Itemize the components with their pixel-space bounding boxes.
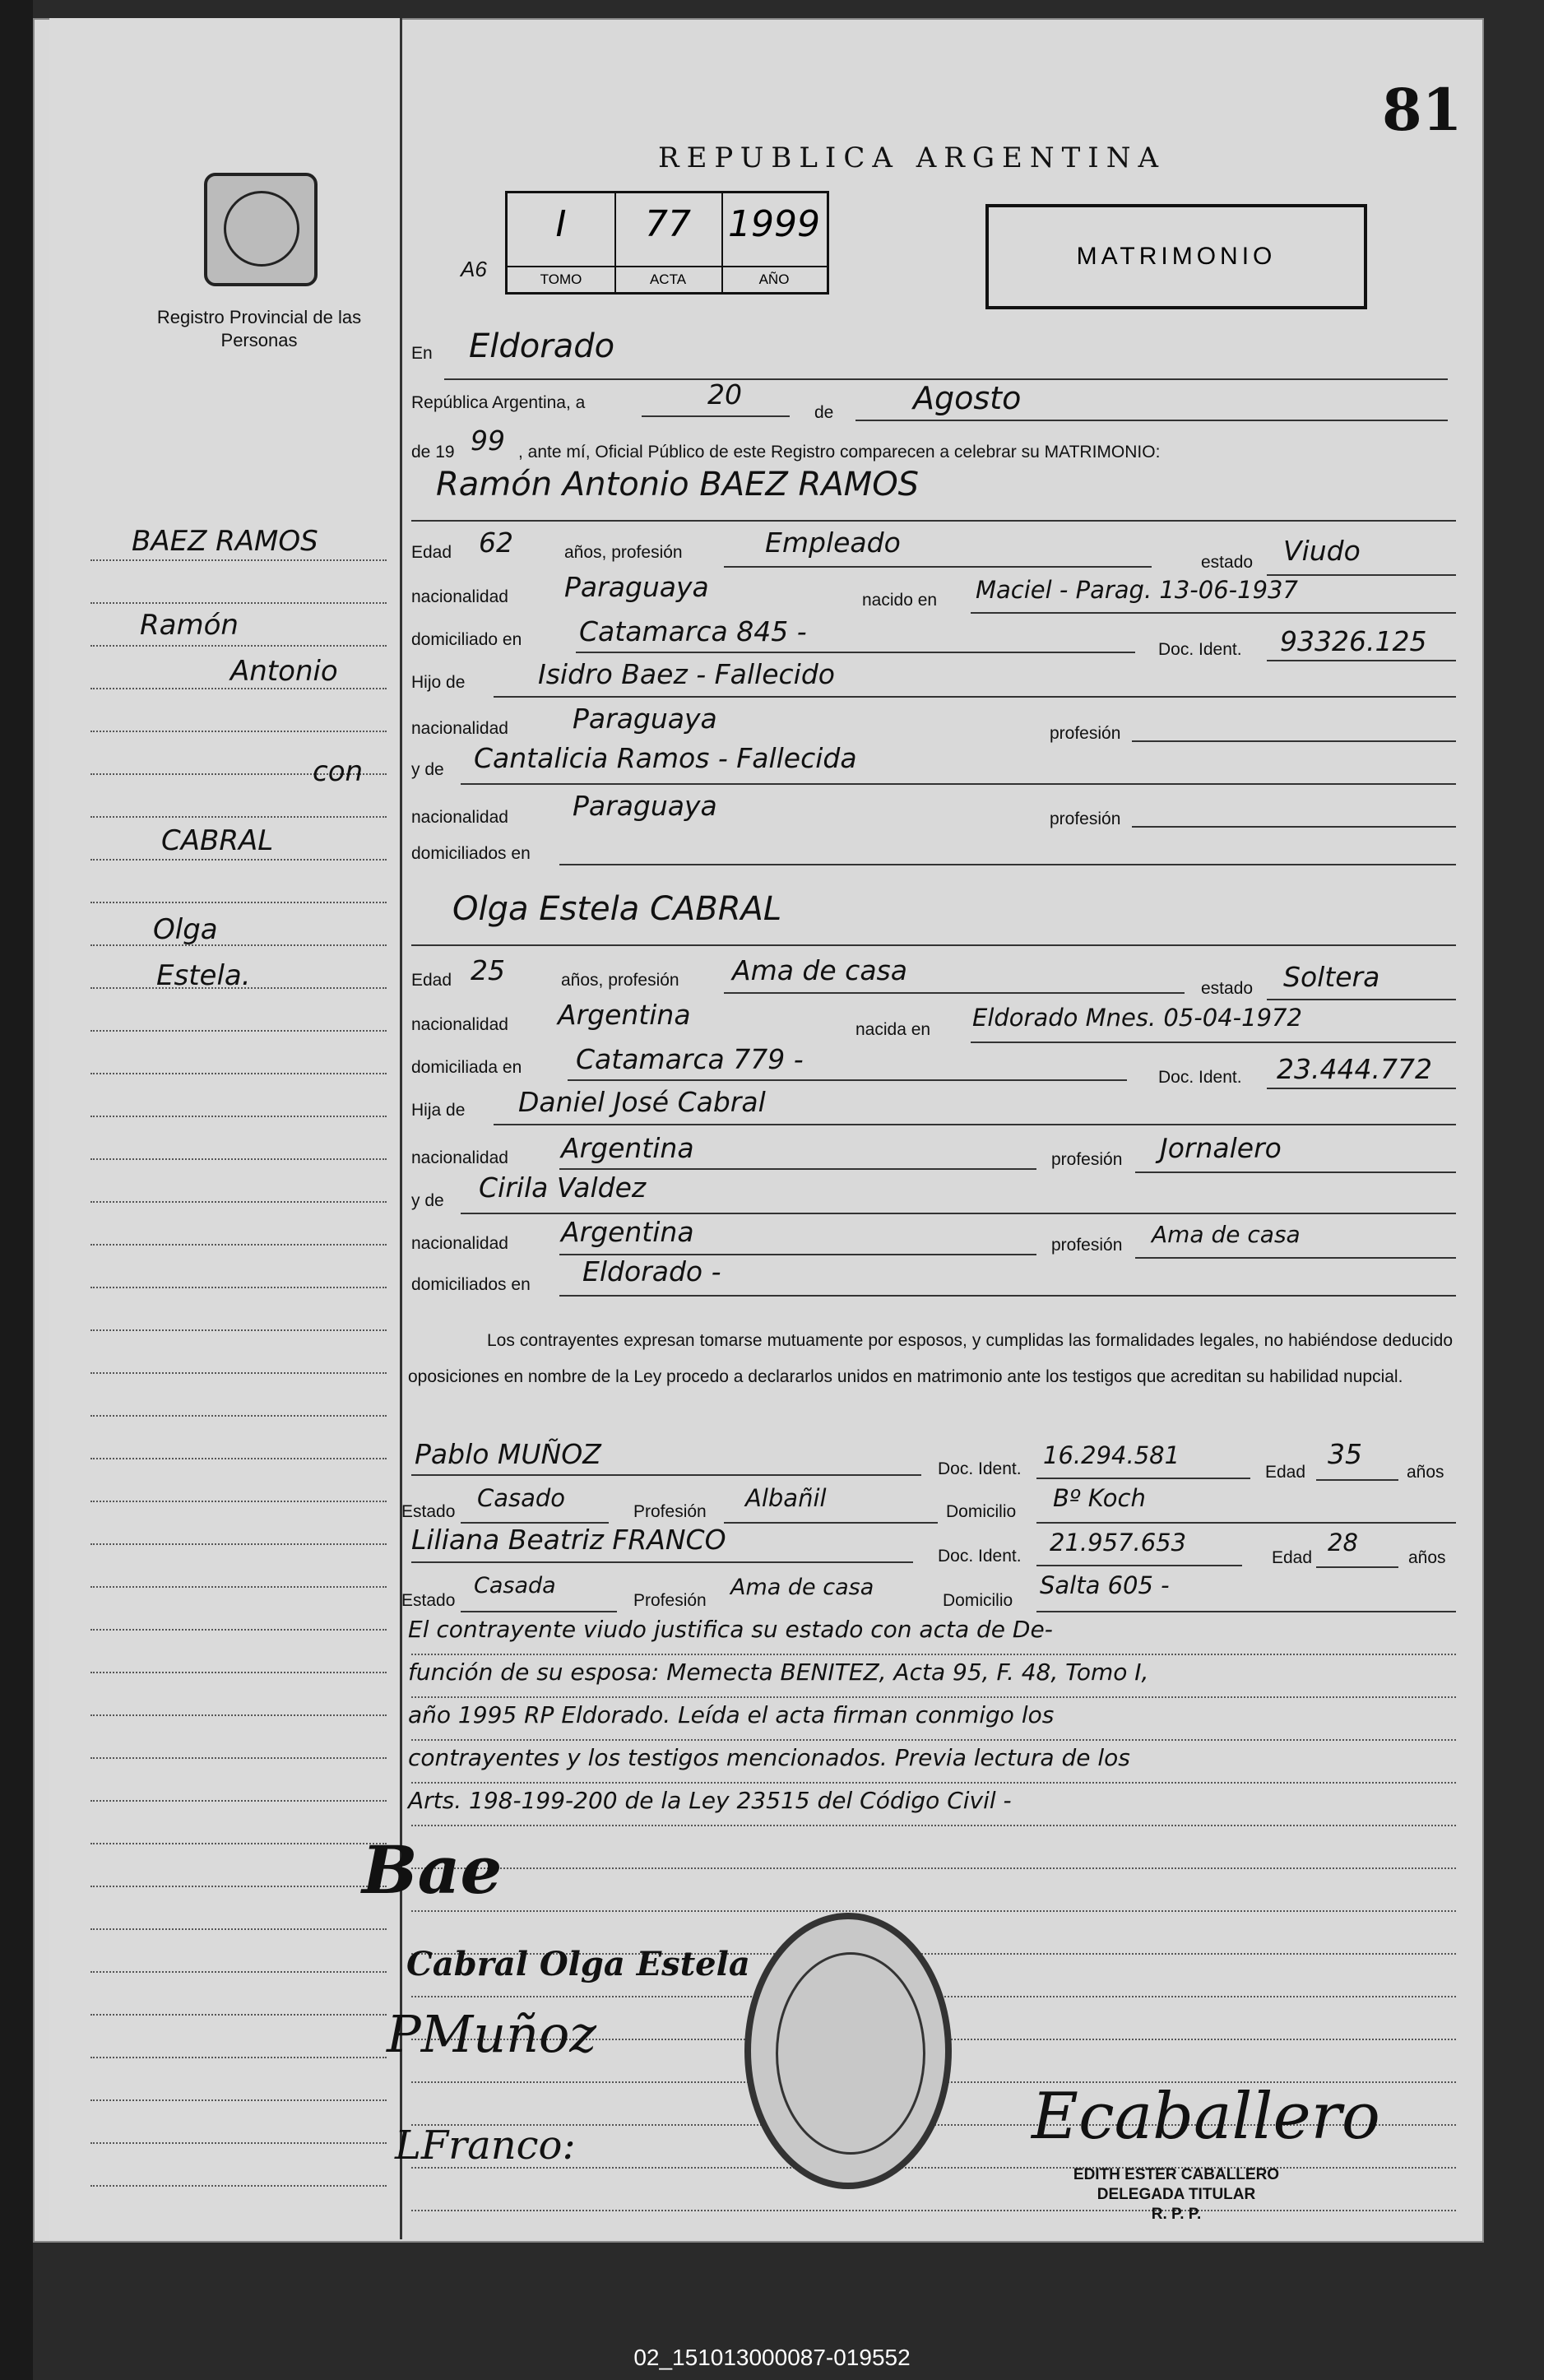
- margin-rule: [90, 559, 387, 561]
- bride-mother-nationality: Argentina: [561, 1216, 694, 1248]
- margin-rule: [90, 2057, 387, 2058]
- witness1-dom-label: Domicilio: [946, 1502, 1017, 1521]
- margin-groom-surname: BAEZ RAMOS: [132, 525, 318, 558]
- margin-rule: [90, 1757, 387, 1759]
- margin-rule: [90, 1073, 387, 1074]
- margin-groom-given-2: Antonio: [230, 655, 338, 688]
- witness2-dom-label: Domicilio: [943, 1591, 1013, 1610]
- margin-rule: [90, 1886, 387, 1887]
- groom-estado-label: estado: [1201, 553, 1254, 572]
- margin-rule: [90, 1287, 387, 1288]
- observation-rule: [411, 1739, 1456, 1741]
- tomo-label: TOMO: [508, 266, 614, 292]
- margin-rule: [90, 1928, 387, 1930]
- witness2-estado-label: Estado: [401, 1591, 456, 1610]
- margin-rule: [90, 1415, 387, 1417]
- margin-rule: [90, 1201, 387, 1203]
- groom-doc-label: Doc. Ident.: [1158, 640, 1242, 659]
- witness2-profession: Ama de casa: [730, 1575, 874, 1600]
- witness1-name: Pablo MUÑOZ: [415, 1438, 601, 1470]
- bride-nationality: Argentina: [558, 999, 691, 1031]
- ano-cell: [721, 193, 827, 292]
- groom-age: 62: [479, 527, 513, 559]
- bride-status: Soltera: [1283, 961, 1380, 993]
- witness2-status: Casada: [474, 1573, 556, 1598]
- witness2-anos-label: años: [1408, 1548, 1446, 1567]
- day-value: 20: [707, 378, 742, 411]
- provincial-seal: [204, 173, 318, 286]
- groom-father-nationality: Paraguaya: [573, 703, 717, 735]
- bride-father-nat-label: nacionalidad: [411, 1148, 508, 1167]
- bride-profession: Ama de casa: [732, 954, 907, 986]
- observation-line: El contrayente viudo justifica su estado con acta de De-: [408, 1616, 1053, 1643]
- acta-label: ACTA: [614, 266, 721, 292]
- margin-rule: [90, 731, 387, 732]
- bride-mother-prof-label: profesión: [1051, 1236, 1123, 1255]
- margin-rule: [90, 1629, 387, 1631]
- country-title: REPUBLICA ARGENTINA: [658, 142, 1166, 174]
- margin-rule: [90, 1372, 387, 1374]
- margin-rule: [90, 1971, 387, 1973]
- observation-rule: [411, 1825, 1456, 1826]
- republic-label: República Argentina, a: [411, 393, 586, 412]
- bride-edad-label: Edad: [411, 971, 452, 990]
- legal-text: Los contrayentes expresan tomarse mutuamente por esposos, y cumplidas las formalidades legales, no habiéndose deducido oposiciones en nombre de la Ley procedo a declararlos unidos en matrimonio ante los testigos que acreditan su habilidad nupcial.: [408, 1331, 1453, 1386]
- ano-label: AÑO: [721, 266, 827, 292]
- groom-yde-label: y de: [411, 760, 444, 779]
- acta-value: 77: [645, 203, 691, 245]
- registry-box: [505, 191, 829, 295]
- margin-rule: [90, 1843, 387, 1844]
- witness1-doc: 16.294.581: [1043, 1441, 1180, 1469]
- bride-doc: 23.444.772: [1277, 1053, 1432, 1085]
- observation-rule: [411, 1654, 1456, 1655]
- acta-cell: [614, 193, 723, 292]
- bride-estado-label: estado: [1201, 979, 1254, 998]
- witness1-edad-label: Edad: [1265, 1463, 1306, 1482]
- bride-parents-address: Eldorado -: [582, 1255, 721, 1287]
- witness1-status: Casado: [477, 1484, 566, 1512]
- witness1-address: Bº Koch: [1053, 1484, 1146, 1512]
- year-suffix: 99: [471, 425, 505, 457]
- groom-mother-nationality: Paraguaya: [573, 790, 717, 822]
- witness1-anos-label: años: [1407, 1463, 1444, 1482]
- official-office: R. P. P.: [1151, 2206, 1202, 2223]
- bride-profesion-label: años, profesión: [561, 971, 679, 990]
- margin-rule: [90, 1586, 387, 1588]
- observation-rule: [411, 1867, 1456, 1869]
- bride-father: Daniel José Cabral: [518, 1086, 766, 1118]
- groom-nacido-label: nacido en: [862, 591, 938, 610]
- groom-profesion-label: años, profesión: [564, 543, 683, 562]
- witness2-doc: 21.957.653: [1050, 1529, 1187, 1557]
- bride-birthplace: Eldorado Mnes. 05-04-1972: [972, 1004, 1302, 1032]
- groom-mother-prof-label: profesión: [1050, 810, 1121, 828]
- observation-rule: [411, 1910, 1456, 1912]
- document-type: MATRIMONIO: [985, 204, 1367, 309]
- bride-yde-label: y de: [411, 1191, 444, 1210]
- groom-birthplace: Maciel - Parag. 13-06-1937: [976, 576, 1298, 604]
- groom-status: Viudo: [1283, 535, 1361, 567]
- bride-age: 25: [471, 954, 505, 986]
- ano-value: 1999: [728, 203, 820, 245]
- groom-domiciliados-label: domiciliados en: [411, 844, 531, 863]
- margin-rule: [90, 1458, 387, 1459]
- margin-rule: [90, 1543, 387, 1545]
- organization-name: Registro Provincial de las Personas: [156, 307, 362, 350]
- bride-father-profession: Jornalero: [1160, 1132, 1282, 1164]
- margin-rule: [90, 1800, 387, 1802]
- tomo-value: I: [555, 203, 567, 245]
- margin-rule: [90, 1501, 387, 1502]
- witness1-prof-label: Profesión: [633, 1502, 707, 1521]
- margin-rule: [90, 816, 387, 818]
- groom-nationality: Paraguaya: [564, 571, 709, 603]
- witness1-estado-label: Estado: [401, 1502, 456, 1521]
- groom-signature: Bae: [362, 1831, 503, 1909]
- groom-address: Catamarca 845 -: [579, 615, 807, 647]
- page-number: 81: [1382, 76, 1463, 144]
- witness2-prof-label: Profesión: [633, 1591, 707, 1610]
- witness2-age: 28: [1328, 1529, 1358, 1557]
- margin-rule: [90, 1030, 387, 1032]
- en-label: En: [411, 344, 433, 363]
- witness2-name: Liliana Beatriz FRANCO: [411, 1524, 726, 1556]
- official-signature: Ecaballero: [1032, 2080, 1380, 2154]
- witness1-profession: Albañil: [745, 1484, 827, 1512]
- margin-bride-given-2: Estela.: [156, 959, 251, 992]
- footer-code: 02_151013000087-019552: [633, 2345, 911, 2370]
- bride-nat-label: nacionalidad: [411, 1015, 508, 1034]
- margin-rule: [90, 2099, 387, 2101]
- witness2-edad-label: Edad: [1272, 1548, 1313, 1567]
- bride-full-name: Olga Estela CABRAL: [452, 890, 782, 928]
- observation-line: Arts. 198-199-200 de la Ley 23515 del Código Civil -: [408, 1787, 1012, 1814]
- groom-hijo-label: Hijo de: [411, 673, 466, 692]
- groom-mother-nat-label: nacionalidad: [411, 808, 508, 827]
- groom-dom-label: domiciliado en: [411, 630, 522, 649]
- bride-nacida-label: nacida en: [855, 1020, 931, 1039]
- margin-rule: [90, 902, 387, 903]
- groom-mother: Cantalicia Ramos - Fallecida: [474, 742, 857, 774]
- observation-line: año 1995 RP Eldorado. Leída el acta firman conmigo los: [408, 1701, 1055, 1728]
- margin-rule: [90, 2185, 387, 2187]
- witness2-doc-label: Doc. Ident.: [938, 1547, 1022, 1566]
- margin-rule: [90, 1116, 387, 1117]
- margin-rule: [90, 2142, 387, 2144]
- groom-profession: Empleado: [765, 527, 901, 559]
- observation-line: función de su esposa: Memecta BENITEZ, Acta 95, F. 48, Tomo I,: [408, 1659, 1149, 1686]
- bride-domiciliados-label: domiciliados en: [411, 1275, 531, 1294]
- margin-bride-given-1: Olga: [153, 913, 218, 946]
- bride-hija-label: Hija de: [411, 1101, 466, 1120]
- official-block: [1036, 2165, 1316, 2225]
- margin-rule: [90, 859, 387, 861]
- bride-mother: Cirila Valdez: [479, 1171, 647, 1204]
- groom-edad-label: Edad: [411, 543, 452, 562]
- margin-bride-surname: CABRAL: [161, 824, 274, 857]
- bride-dom-label: domiciliada en: [411, 1058, 522, 1077]
- witness1-signature: PMuñoz: [387, 2004, 597, 2064]
- binding-edge: [0, 0, 33, 2380]
- observation-line: contrayentes y los testigos mencionados. Previa lectura de los: [408, 1744, 1130, 1771]
- margin-rule: [90, 1672, 387, 1673]
- bride-address: Catamarca 779 -: [576, 1043, 804, 1075]
- year-prefix: de 19: [411, 443, 455, 462]
- groom-nat-label: nacionalidad: [411, 587, 508, 606]
- bride-signature: Cabral Olga Estela: [406, 1945, 750, 1983]
- observation-rule: [411, 1696, 1456, 1698]
- margin-rule: [90, 645, 387, 647]
- witness2-signature: LFranco:: [395, 2123, 576, 2169]
- official-name: EDITH ESTER CABALLERO: [1073, 2166, 1280, 2183]
- official-title: DELEGADA TITULAR: [1097, 2186, 1256, 2203]
- tomo-cell: [508, 193, 616, 292]
- intro-text: , ante mí, Oficial Público de este Registro comparecen a celebrar su MATRIMONIO:: [518, 443, 1161, 462]
- margin-rule: [90, 688, 387, 689]
- bride-father-nationality: Argentina: [561, 1132, 694, 1164]
- official-stamp: [744, 1913, 952, 2189]
- bride-mother-profession: Ama de casa: [1152, 1221, 1301, 1248]
- margin-rule: [90, 1714, 387, 1716]
- margin-rule: [90, 944, 387, 946]
- margin-rule: [90, 1158, 387, 1160]
- groom-father-nat-label: nacionalidad: [411, 719, 508, 738]
- observation-rule: [411, 1782, 1456, 1784]
- bride-father-prof-label: profesión: [1051, 1150, 1123, 1169]
- margin-groom-given-1: Ramón: [140, 609, 239, 642]
- groom-father: Isidro Baez - Fallecido: [538, 658, 835, 690]
- margin-connector: con: [313, 755, 364, 788]
- witness1-age: 35: [1328, 1438, 1362, 1470]
- pencil-annotation: A6: [461, 257, 487, 281]
- margin-rule: [90, 2014, 387, 2016]
- groom-full-name: Ramón Antonio BAEZ RAMOS: [436, 466, 920, 503]
- groom-doc: 93326.125: [1280, 625, 1427, 657]
- witness2-address: Salta 605 -: [1040, 1571, 1170, 1599]
- month-value: Agosto: [913, 380, 1022, 416]
- place-value: Eldorado: [469, 327, 615, 365]
- de-label: de: [814, 403, 834, 422]
- margin-rule: [90, 1244, 387, 1246]
- margin-rule: [90, 602, 387, 604]
- bride-doc-label: Doc. Ident.: [1158, 1068, 1242, 1087]
- groom-father-prof-label: profesión: [1050, 724, 1121, 743]
- witness1-doc-label: Doc. Ident.: [938, 1459, 1022, 1478]
- margin-rule: [90, 1329, 387, 1331]
- bride-mother-nat-label: nacionalidad: [411, 1234, 508, 1253]
